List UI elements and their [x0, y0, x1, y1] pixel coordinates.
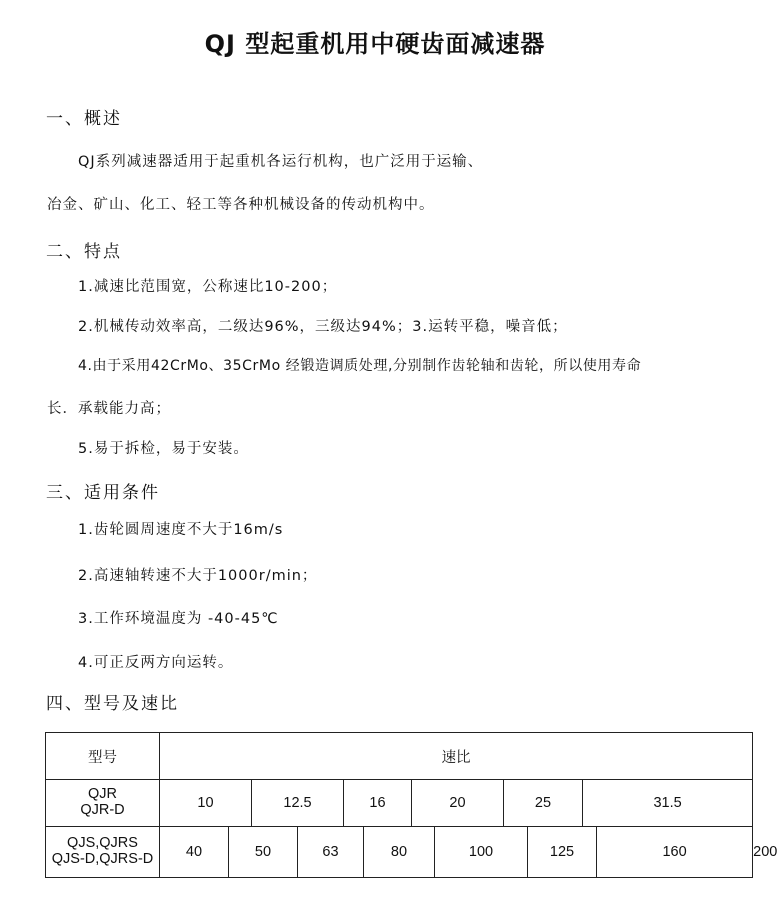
section-heading-overview: 一、概述 — [46, 109, 122, 129]
header-ratio-cell: 速比 — [160, 733, 753, 780]
document-title: QJ 型起重机用中硬齿面减速器 — [204, 30, 546, 58]
section-heading-models: 四、型号及速比 — [46, 694, 179, 714]
feature-item-3: 4.由于采用42CrMo、35CrMo 经锻造调质处理,分别制作齿轮轴和齿轮，所以使用寿命 — [78, 358, 642, 374]
model-cell — [46, 827, 160, 878]
model-name: QJS,QJRS — [67, 835, 138, 852]
section-heading-features: 二、特点 — [46, 242, 122, 262]
overview-line-2: 冶金、矿山、化工、轻工等各种机械设备的传动机构中。 — [47, 197, 435, 213]
header-model-cell: 型号 — [46, 733, 160, 780]
table-header-row — [46, 733, 753, 780]
model-name: QJS-D,QJRS-D — [51, 851, 154, 867]
ratio-cell: 50 — [229, 827, 298, 878]
feature-item-3-continued: 长．承载能力高； — [47, 401, 171, 417]
ratio-cell: 80 — [364, 827, 435, 878]
ratio-cell: 10 — [160, 780, 252, 827]
ratio-cell: 125 — [528, 827, 597, 878]
ratio-cell: 31.5 — [583, 780, 753, 827]
condition-item-3: 3.工作环境温度为 -40-45℃ — [78, 611, 279, 627]
feature-item-1: 1.减速比范围宽，公称速比10-200； — [78, 279, 338, 295]
ratio-cell: 20 — [412, 780, 504, 827]
ratio-cell: 160 — [597, 827, 753, 878]
ratio-cell: 16 — [344, 780, 412, 827]
table-row: QJS,QJRS QJS-D,QJRS-D 40 50 63 80 100 125 160 200 — [46, 827, 753, 878]
model-cell — [46, 780, 160, 827]
feature-item-4: 5.易于拆检，易于安装。 — [78, 441, 249, 457]
ratio-cell: 12.5 — [252, 780, 344, 827]
ratio-cell: 100 — [435, 827, 528, 878]
section-heading-conditions: 三、适用条件 — [46, 483, 160, 503]
model-name: QJR — [88, 786, 117, 803]
condition-item-4: 4.可正反两方向运转。 — [78, 655, 234, 671]
model-name: QJR-D — [80, 802, 125, 818]
feature-item-2: 2.机械传动效率高，二级达96%，三级达94%；3.运转平稳，噪音低； — [78, 319, 568, 335]
table-row — [46, 780, 753, 827]
condition-item-1: 1.齿轮圆周速度不大于16m/s — [78, 522, 284, 538]
ratio-cell: 63 — [298, 827, 364, 878]
overview-line-1: QJ系列减速器适用于起重机各运行机构，也广泛用于运输、 — [78, 154, 484, 170]
ratio-cell: 25 — [504, 780, 583, 827]
model-ratio-table — [45, 732, 777, 878]
condition-item-2: 2.高速轴转速不大于1000r/min； — [78, 568, 318, 584]
ratio-cell: 40 — [160, 827, 229, 878]
